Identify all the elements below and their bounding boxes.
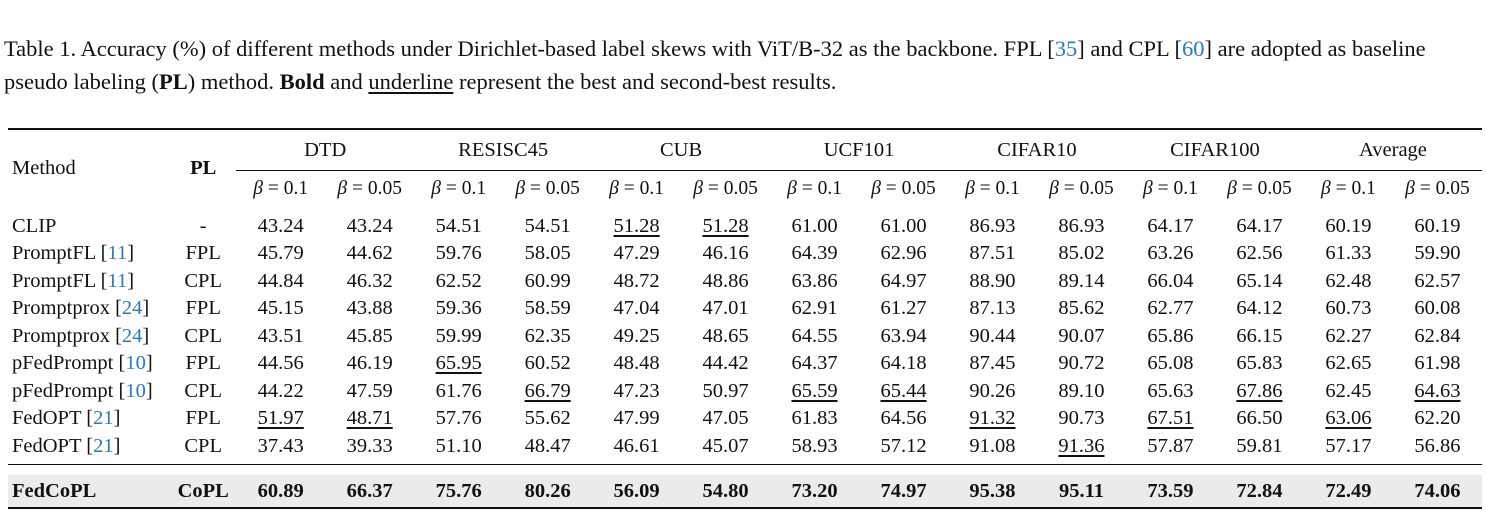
value-cell: 48.65 (702, 324, 749, 347)
value-cell: 64.55 (791, 324, 838, 347)
method-name: Promptprox (12, 297, 110, 320)
value-cell: 44.62 (346, 242, 393, 265)
dataset-header: DTD (236, 129, 414, 171)
bracket: ] (113, 434, 121, 457)
divider-row (8, 465, 1482, 476)
method-cell (8, 268, 170, 296)
beta-symbol: β (965, 178, 975, 199)
value-cell: 73.20 (770, 475, 859, 508)
pl-cell: CoPL (170, 475, 236, 508)
beta-equals: = (347, 178, 368, 199)
value-cell: 47.04 (613, 297, 660, 320)
beta-header (592, 171, 681, 208)
value-cell: 90.07 (1058, 324, 1105, 347)
beta-symbol: β (787, 178, 797, 199)
dataset-header-row (8, 129, 1482, 171)
value-cell: 61.27 (880, 297, 927, 320)
beta-value: 0.05 (901, 178, 936, 199)
bracket: ] (145, 352, 153, 375)
dataset-header: CUB (592, 129, 770, 171)
value-cell: 45.79 (257, 242, 304, 265)
value-cell: 48.86 (702, 269, 749, 292)
results-table (8, 128, 1482, 509)
method-name: CLIP (12, 215, 57, 237)
citation-link[interactable]: 11 (107, 242, 128, 265)
value-cell: 47.99 (613, 407, 660, 430)
value-cell: 51.10 (435, 434, 482, 457)
results-body (8, 207, 1482, 508)
value-cell: 64.12 (1236, 297, 1283, 320)
value-cell: 85.02 (1058, 242, 1105, 265)
table-row (8, 240, 1482, 268)
bracket: ] (127, 242, 135, 265)
value-cell: 89.10 (1058, 379, 1105, 402)
beta-header (948, 171, 1037, 208)
value-cell: 66.15 (1236, 324, 1283, 347)
pl-cell: CPL (184, 269, 222, 292)
value-cell: 59.81 (1236, 434, 1283, 457)
method-cell (8, 433, 170, 465)
value-cell: 91.08 (969, 434, 1016, 457)
value-cell: 64.56 (880, 407, 927, 430)
value-cell: 62.57 (1414, 269, 1461, 292)
value-cell: 47.29 (613, 242, 660, 265)
table-row (8, 268, 1482, 296)
beta-value: 0.1 (283, 178, 309, 199)
citation-link[interactable]: 24 (121, 324, 143, 347)
value-cell: 43.88 (346, 297, 393, 320)
value-cell: 57.87 (1147, 434, 1194, 457)
value-cell: 65.59 (791, 379, 838, 402)
value-cell: 90.73 (1058, 407, 1105, 430)
dataset-header: CIFAR10 (948, 129, 1126, 171)
beta-value: 0.05 (1257, 178, 1292, 199)
beta-symbol: β (871, 178, 881, 199)
value-cell: 67.51 (1147, 407, 1194, 430)
beta-equals: = (1414, 178, 1436, 199)
value-cell: 61.33 (1325, 242, 1372, 265)
value-cell: 54.80 (681, 475, 770, 508)
value-cell: 90.44 (969, 324, 1016, 347)
beta-symbol: β (1320, 178, 1331, 199)
value-cell: 87.45 (969, 352, 1016, 375)
value-cell: 60.99 (524, 269, 571, 292)
value-cell: 46.61 (613, 434, 660, 457)
table-row (8, 323, 1482, 351)
bracket: ] (145, 379, 153, 402)
value-cell: 37.43 (257, 434, 304, 457)
value-cell: 45.85 (346, 324, 393, 347)
value-cell: 54.51 (435, 215, 482, 237)
method-name: FedOPT (12, 407, 82, 430)
beta-header (1037, 171, 1126, 208)
value-cell: 45.07 (702, 434, 749, 457)
beta-symbol: β (1049, 178, 1059, 199)
value-cell: 64.63 (1414, 379, 1461, 402)
beta-header (1215, 171, 1304, 208)
value-cell: 87.13 (969, 297, 1016, 320)
value-cell: 57.17 (1325, 434, 1372, 457)
value-cell: 57.76 (435, 407, 482, 430)
method-cell (8, 323, 170, 351)
caption-text-5: and (324, 69, 369, 94)
value-cell: 47.05 (702, 407, 749, 430)
value-cell: 61.76 (435, 379, 482, 402)
value-cell: 72.84 (1215, 475, 1304, 508)
beta-header (503, 171, 592, 208)
value-cell: 55.62 (524, 407, 571, 430)
value-cell: 85.62 (1058, 297, 1105, 320)
method-name: Promptprox (12, 324, 110, 347)
value-cell: 63.06 (1325, 407, 1372, 430)
value-cell: 65.63 (1147, 379, 1194, 402)
beta-value: 0.1 (461, 178, 487, 199)
value-cell: 43.24 (257, 215, 304, 237)
value-cell: 46.16 (702, 242, 749, 265)
value-cell: 86.93 (969, 215, 1016, 237)
value-cell: 66.50 (1236, 407, 1283, 430)
pl-cell: CPL (184, 434, 222, 457)
bracket: ] (127, 269, 135, 292)
value-cell: 56.09 (592, 475, 681, 508)
value-cell: 51.28 (702, 215, 749, 237)
citation-link-cpl[interactable]: 60 (1182, 36, 1205, 61)
value-cell: 90.26 (969, 379, 1016, 402)
beta-header (1126, 171, 1215, 208)
value-cell: 59.36 (435, 297, 482, 320)
method-cell (8, 378, 170, 406)
value-cell: 59.99 (435, 324, 482, 347)
value-cell: 56.86 (1414, 434, 1461, 457)
method-name: pFedPrompt (12, 379, 114, 402)
value-cell: 72.49 (1304, 475, 1393, 508)
value-cell: 60.52 (524, 352, 571, 375)
beta-equals: = (1330, 178, 1352, 199)
value-cell: 60.73 (1325, 297, 1372, 320)
table-row (8, 207, 1482, 240)
beta-equals: = (525, 178, 546, 199)
beta-value: 0.1 (995, 178, 1020, 199)
value-cell: 65.83 (1236, 352, 1283, 375)
beta-header (859, 171, 948, 208)
value-cell: 63.86 (791, 269, 838, 292)
citation-link[interactable]: 21 (93, 434, 114, 457)
value-cell: 51.28 (613, 215, 660, 237)
bracket: [ (113, 352, 126, 375)
value-cell: 59.76 (435, 242, 482, 265)
method-cell (8, 350, 170, 378)
pl-cell: CPL (184, 379, 222, 402)
table-row (8, 350, 1482, 378)
beta-value: 0.05 (1435, 178, 1470, 199)
value-cell: 86.93 (1058, 215, 1105, 237)
value-cell: 88.90 (969, 269, 1016, 292)
table-row (8, 405, 1482, 433)
citation-link[interactable]: 21 (93, 407, 114, 430)
value-cell: 73.59 (1126, 475, 1215, 508)
value-cell: 51.97 (257, 407, 304, 430)
citation-link[interactable]: 11 (107, 269, 128, 292)
beta-equals: = (618, 178, 640, 199)
proposed-method-row (8, 475, 1482, 508)
beta-value: 0.1 (817, 178, 842, 199)
value-cell: 44.22 (257, 379, 304, 402)
pl-cell: FPL (185, 297, 221, 320)
value-cell: 64.18 (880, 352, 927, 375)
value-cell: 44.42 (702, 352, 749, 375)
beta-header (681, 171, 770, 208)
value-cell: 62.27 (1325, 324, 1372, 347)
value-cell: 62.84 (1414, 324, 1461, 347)
value-cell: 65.14 (1236, 269, 1283, 292)
beta-header (236, 171, 325, 208)
pl-cell: FPL (185, 407, 221, 430)
beta-header (1304, 171, 1393, 208)
value-cell: 46.19 (346, 352, 393, 375)
citation-link[interactable]: 10 (125, 379, 146, 402)
value-cell: 80.26 (503, 475, 592, 508)
value-cell: 48.48 (613, 352, 660, 375)
value-cell: 62.91 (791, 297, 838, 320)
value-cell: 61.00 (791, 215, 838, 237)
value-cell: 67.86 (1236, 379, 1283, 402)
value-cell: 64.97 (880, 269, 927, 292)
pl-cell: - (199, 215, 207, 237)
table-caption (4, 32, 1482, 98)
beta-value: 0.1 (639, 178, 665, 199)
value-cell: 60.19 (1325, 215, 1372, 237)
value-cell: 43.51 (257, 324, 304, 347)
beta-value: 0.05 (723, 178, 758, 199)
value-cell: 63.26 (1147, 242, 1194, 265)
value-cell: 66.79 (524, 379, 571, 402)
method-column-header: Method (12, 157, 76, 179)
value-cell: 65.95 (435, 352, 482, 375)
value-cell: 50.97 (702, 379, 749, 402)
beta-equals: = (1152, 178, 1174, 199)
beta-symbol: β (693, 178, 703, 199)
beta-equals: = (974, 178, 996, 199)
beta-equals: = (1236, 178, 1258, 199)
value-cell: 58.05 (524, 242, 571, 265)
value-cell: 58.93 (791, 434, 838, 457)
method-cell (8, 295, 170, 323)
bracket: [ (95, 242, 108, 265)
beta-symbol: β (1227, 178, 1237, 199)
value-cell: 62.65 (1325, 352, 1372, 375)
value-cell: 63.94 (880, 324, 927, 347)
beta-header (1393, 171, 1482, 208)
dataset-header: CIFAR100 (1126, 129, 1304, 171)
method-name: PromptFL (12, 242, 96, 265)
bracket: [ (81, 407, 94, 430)
dataset-header: UCF101 (770, 129, 948, 171)
method-cell (8, 207, 170, 240)
beta-symbol: β (609, 178, 619, 199)
value-cell: 46.32 (346, 269, 393, 292)
bracket: ] (142, 324, 150, 347)
value-cell: 66.37 (325, 475, 414, 508)
bracket: ] (113, 407, 121, 430)
value-cell: 60.89 (236, 475, 325, 508)
value-cell: 60.08 (1414, 297, 1461, 320)
beta-symbol: β (337, 178, 348, 199)
value-cell: 48.72 (613, 269, 660, 292)
value-cell: 91.32 (969, 407, 1016, 430)
beta-value: 0.1 (1351, 178, 1376, 199)
value-cell: 57.12 (880, 434, 927, 457)
value-cell: 90.72 (1058, 352, 1105, 375)
beta-value: 0.05 (367, 178, 402, 199)
pl-cell: FPL (185, 352, 221, 375)
value-cell: 39.33 (346, 434, 393, 457)
beta-value: 0.1 (1173, 178, 1198, 199)
value-cell: 65.44 (880, 379, 927, 402)
beta-equals: = (263, 178, 284, 199)
value-cell: 65.08 (1147, 352, 1194, 375)
method-name: FedOPT (12, 434, 82, 457)
value-cell: 95.38 (948, 475, 1037, 508)
citation-link[interactable]: 10 (125, 352, 146, 375)
value-cell: 45.15 (257, 297, 304, 320)
beta-symbol: β (253, 178, 263, 199)
value-cell: 62.77 (1147, 297, 1194, 320)
beta-symbol: β (515, 178, 526, 199)
value-cell: 62.96 (880, 242, 927, 265)
value-cell: 49.25 (613, 324, 660, 347)
value-cell: 61.00 (880, 215, 927, 237)
bracket: [ (95, 269, 108, 292)
value-cell: 62.52 (435, 269, 482, 292)
beta-symbol: β (1143, 178, 1153, 199)
beta-equals: = (880, 178, 902, 199)
beta-equals: = (1058, 178, 1080, 199)
method-cell (8, 405, 170, 433)
bracket: [ (81, 434, 94, 457)
value-cell: 44.84 (257, 269, 304, 292)
pl-cell: CPL (184, 324, 222, 347)
value-cell: 62.20 (1414, 407, 1461, 430)
value-cell: 44.56 (257, 352, 304, 375)
value-cell: 62.56 (1236, 242, 1283, 265)
value-cell: 48.47 (524, 434, 571, 457)
value-cell: 61.83 (791, 407, 838, 430)
value-cell: 60.19 (1414, 215, 1461, 237)
method-cell: FedCoPL (8, 475, 170, 508)
value-cell: 62.35 (524, 324, 571, 347)
value-cell: 66.04 (1147, 269, 1194, 292)
beta-symbol: β (431, 178, 441, 199)
method-name: PromptFL (12, 269, 96, 292)
value-cell: 54.51 (524, 215, 571, 237)
beta-equals: = (702, 178, 724, 199)
method-name: pFedPrompt (12, 352, 114, 375)
value-cell: 89.14 (1058, 269, 1105, 292)
value-cell: 74.06 (1393, 475, 1482, 508)
beta-header (325, 171, 414, 208)
bracket: [ (109, 324, 122, 347)
beta-header (414, 171, 503, 208)
value-cell: 58.59 (524, 297, 571, 320)
beta-equals: = (440, 178, 462, 199)
pl-column-header: PL (190, 157, 217, 179)
bracket: ] (142, 297, 150, 320)
caption-text-4: ) method. (187, 69, 280, 94)
value-cell: 48.71 (346, 407, 393, 430)
caption-text-6: represent the best and second-best results. (453, 69, 837, 94)
caption-pl-bold: PL (158, 69, 188, 94)
beta-header (770, 171, 859, 208)
beta-value: 0.05 (545, 178, 580, 199)
value-cell: 61.98 (1414, 352, 1461, 375)
beta-symbol: β (1405, 178, 1415, 199)
dataset-header: RESISC45 (414, 129, 592, 171)
pl-cell: FPL (185, 242, 221, 265)
method-cell (8, 240, 170, 268)
citation-link[interactable]: 24 (121, 297, 143, 320)
value-cell: 64.37 (791, 352, 838, 375)
caption-underline-word: underline (368, 69, 454, 94)
value-cell: 64.17 (1236, 215, 1283, 237)
dataset-header: Average (1304, 129, 1482, 171)
table-row (8, 433, 1482, 465)
beta-equals: = (796, 178, 818, 199)
value-cell: 43.24 (346, 215, 393, 237)
caption-text-1: Table 1. Accuracy (%) of different methods under Dirichlet-based label skews with ViT/B-32 as the backbone. FPL [ (4, 36, 1055, 61)
table-row (8, 378, 1482, 406)
value-cell: 47.01 (702, 297, 749, 320)
value-cell: 59.90 (1414, 242, 1461, 265)
value-cell: 62.45 (1325, 379, 1372, 402)
divider (8, 465, 1482, 476)
value-cell: 62.48 (1325, 269, 1372, 292)
caption-text-3: ] are adopted as baseline pseudo labeling ( (4, 36, 1426, 94)
beta-value: 0.05 (1079, 178, 1114, 199)
value-cell: 65.86 (1147, 324, 1194, 347)
value-cell: 64.39 (791, 242, 838, 265)
caption-text-2: ] and CPL [ (1077, 36, 1183, 61)
value-cell: 47.23 (613, 379, 660, 402)
value-cell: 95.11 (1037, 475, 1126, 508)
value-cell: 64.17 (1147, 215, 1194, 237)
value-cell: 91.36 (1058, 434, 1105, 457)
value-cell: 87.51 (969, 242, 1016, 265)
value-cell: 74.97 (859, 475, 948, 508)
bracket: [ (113, 379, 126, 402)
table-row (8, 295, 1482, 323)
value-cell: 47.59 (346, 379, 393, 402)
citation-link-fpl[interactable]: 35 (1054, 36, 1078, 61)
value-cell: 75.76 (414, 475, 503, 508)
bracket: [ (109, 297, 122, 320)
caption-bold-word: Bold (279, 69, 325, 94)
